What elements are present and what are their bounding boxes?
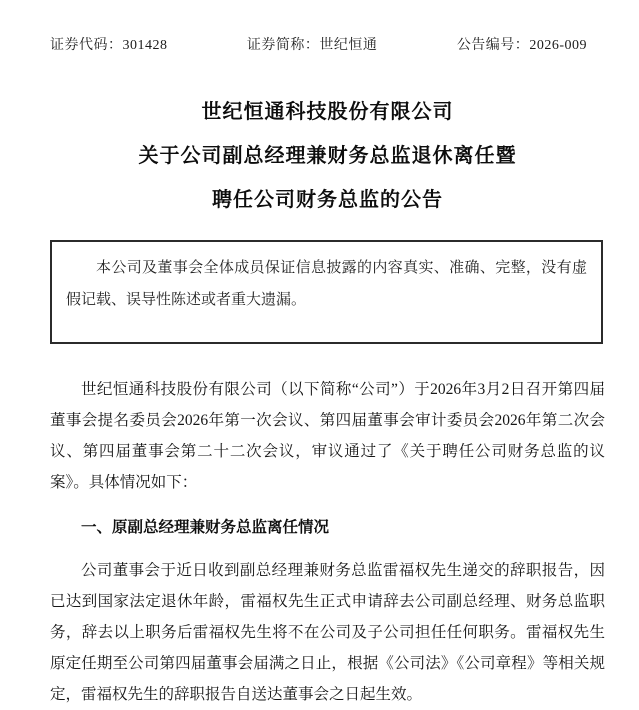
section1-heading: 一、原副总经理兼财务总监离任情况 <box>81 519 330 536</box>
title-company-name: 世纪恒通科技股份有限公司 <box>201 101 454 123</box>
announcement-number <box>457 34 587 54</box>
stock-name-label: 证券简称： <box>246 38 320 53</box>
title-subject-line: 关于公司副总经理兼财务总监退休离任暨 <box>138 145 517 167</box>
disclaimer-text: 本公司及董事会全体成员保证信息披露的内容真实、准确、完整，没有虚假记载、误导性陈述或者重大遗漏。 <box>66 260 587 308</box>
stock-name <box>247 34 378 54</box>
document-body <box>50 374 605 710</box>
section1-paragraph: 公司董事会于近日收到副总经理兼财务总监雷福权先生递交的辞职报告，因已达到国家法定退休年龄，雷福权先生正式申请辞去公司副总经理、财务总监职务，辞去以上职务后雷福权先生将不在公司及子公司担任任何职务。雷福权先生原定任期至公司第四届董事会届满之日止，根据《公司法》《公司章程》等相关规定，雷福权先生的辞职报告自送达董事会之日起生效。 <box>50 562 605 703</box>
title-announcement-type: 聘任公司财务总监的公告 <box>212 189 443 211</box>
stock-code-label: 证券代码： <box>50 38 123 53</box>
document-header <box>50 34 605 54</box>
document-title <box>50 90 605 222</box>
announcement-number-label: 公告编号： <box>456 38 530 53</box>
intro-paragraph: 世纪恒通科技股份有限公司（以下简称“公司”）于2026年3月2日召开第四届董事会提名委员会2026年第一次会议、第四届董事会审计委员会2026年第二次会议、第四届董事会第二十二次会议，审议通过了《关于聘任公司财务总监的议案》。具体情况如下： <box>50 381 605 491</box>
announcement-number-value: 2026-009 <box>529 38 587 53</box>
stock-name-value: 世纪恒通 <box>319 38 378 53</box>
stock-code-value: 301428 <box>122 38 168 53</box>
stock-code <box>50 34 168 54</box>
disclaimer-box <box>50 240 603 344</box>
